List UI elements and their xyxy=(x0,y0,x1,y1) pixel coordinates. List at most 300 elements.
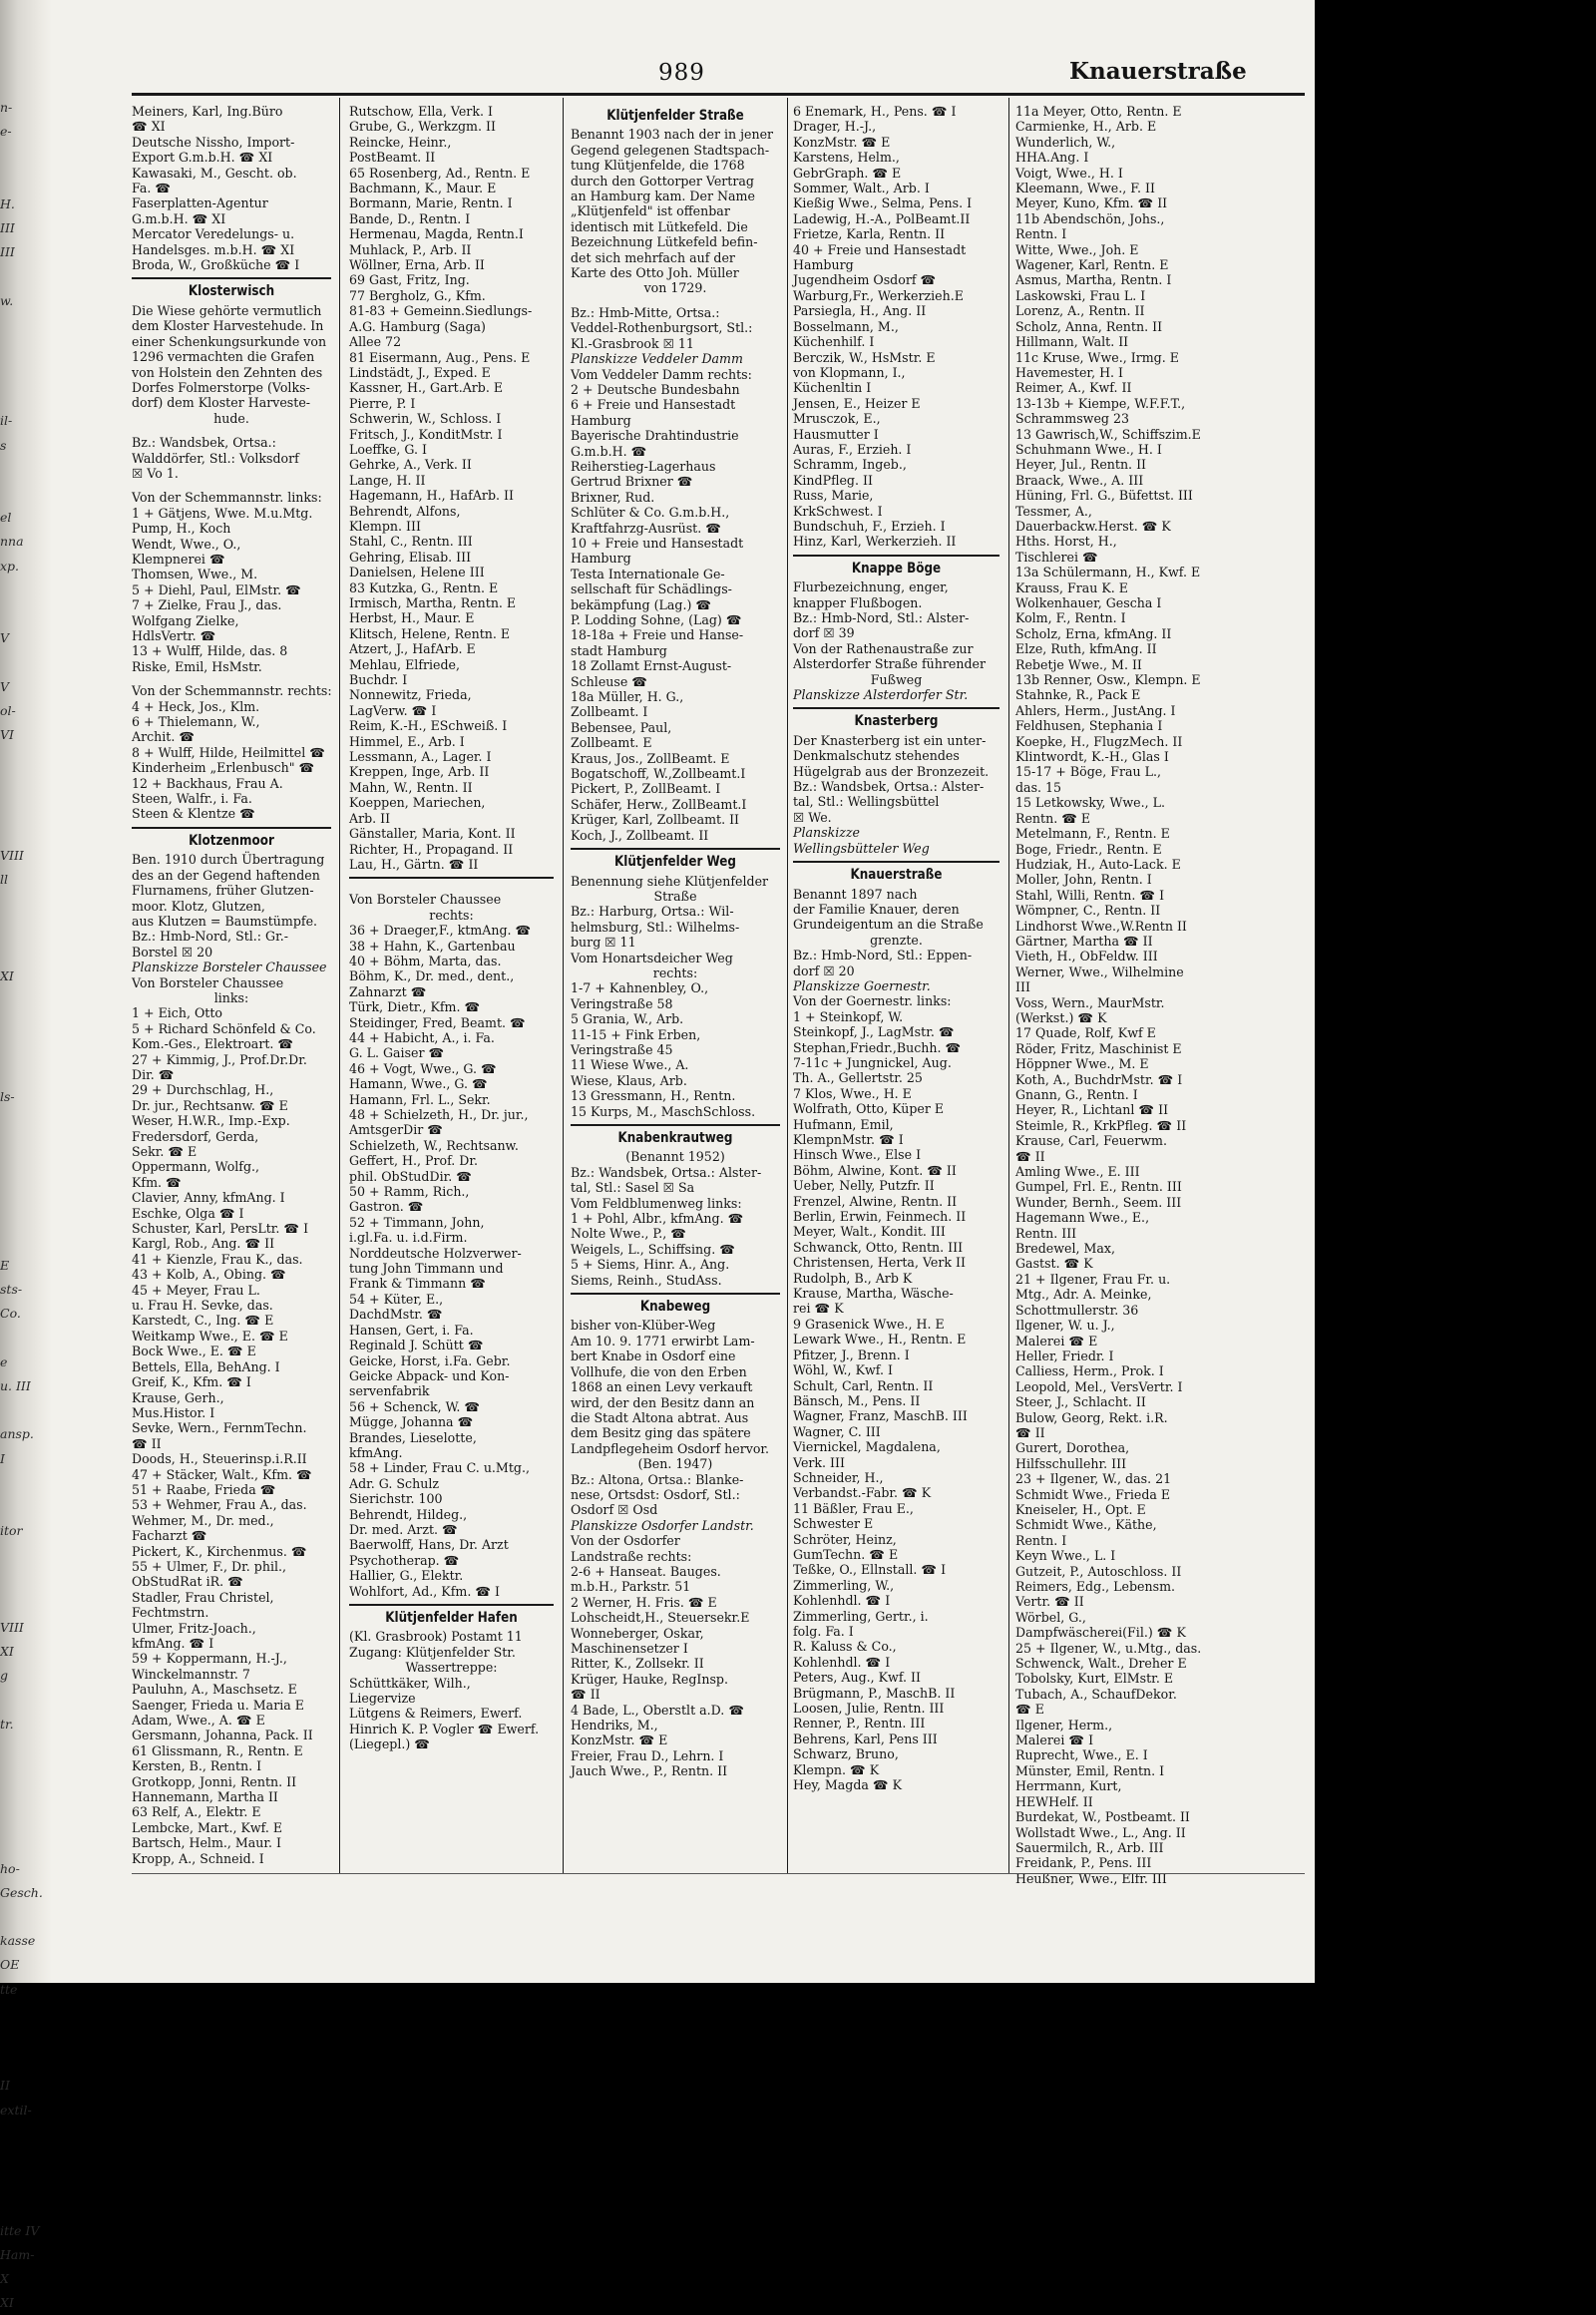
entry-line: Wiese, Klaus, Arb. xyxy=(571,1072,687,1088)
bleed-text xyxy=(0,458,50,482)
bleed-text: g xyxy=(0,1668,9,1684)
entry-line: 55 + Ulmer, F., Dr. phil., xyxy=(132,1558,287,1574)
entry-line: Fußweg xyxy=(870,671,923,687)
entry-line: Kießig Wwe., Selma, Pens. I xyxy=(793,195,973,211)
bleed-text: il- xyxy=(0,413,13,429)
entry-line: Tubach, A., SchaufDekor. xyxy=(1015,1686,1177,1702)
bleed-text: el xyxy=(0,510,12,526)
bleed-text: V xyxy=(0,630,10,646)
entry-line: Kargl, Rob., Ang. ☎ II xyxy=(132,1236,275,1252)
entry-line: Hallier, G., Elektr. xyxy=(349,1568,464,1584)
entry-line: Berczik, W., HsMstr. E xyxy=(793,349,936,365)
entry-line: Ruprecht, Wwe., E. I xyxy=(1015,1747,1148,1763)
bleed-text: E xyxy=(0,1258,10,1273)
bleed-text: XI xyxy=(0,1644,14,1659)
entry-line: KonzMstr. ☎ E xyxy=(571,1733,668,1748)
entry-line: 51 + Raabe, Frieda ☎ xyxy=(132,1481,276,1497)
spacer xyxy=(571,296,780,305)
entry-line: Malerei ☎ I xyxy=(1015,1733,1094,1748)
entry-line: kfmAng. ☎ I xyxy=(132,1636,214,1651)
entry-line: Wolkenhauer, Gescha I xyxy=(1015,595,1162,610)
entry-line: 4 + Heck, Jos., Klm. xyxy=(132,698,260,714)
entry-line: Wonneberger, Oskar, xyxy=(571,1625,704,1641)
entry-line: Dorfes Folmerstorpe (Volks- xyxy=(132,379,310,395)
entry-line: dorf) dem Kloster Harveste- xyxy=(132,395,311,411)
section-rule xyxy=(132,277,331,279)
bleed-text xyxy=(0,1905,50,1929)
entry-line: 21 + Ilgener, Frau Fr. u. xyxy=(1015,1271,1171,1287)
entry-line: ☎ II xyxy=(571,1687,600,1703)
bleed-text: Gesch. xyxy=(0,1884,43,1900)
entry-line: Am 10. 9. 1771 erwirbt Lam- xyxy=(571,1333,755,1349)
entry-line: Mehlau, Elfriede, xyxy=(349,656,461,672)
entry-line: Dir. ☎ xyxy=(132,1066,175,1082)
entry-line: Psychotherap. ☎ xyxy=(349,1552,460,1568)
entry-line: Klitsch, Helene, Rentn. E xyxy=(349,625,511,641)
entry-line: Landpflegeheim Osdorf hervor. xyxy=(571,1440,770,1456)
entry-line: Lorenz, A., Rentn. II xyxy=(1015,303,1145,319)
entry-line: G.m.b.H. ☎ XI xyxy=(132,210,226,226)
entry-line: 1 + Eich, Otto xyxy=(132,1005,222,1021)
entry-line: Bundschuh, F., Erzieh. I xyxy=(793,518,946,534)
section-rule xyxy=(571,1124,780,1126)
bleed-text xyxy=(0,1592,50,1616)
column-2 xyxy=(349,104,554,1869)
entry-line: Karstens, Helm., xyxy=(793,150,900,166)
entry-line: 17 Quade, Rolf, Kwf E xyxy=(1015,1025,1156,1041)
entry-line: 5 Grania, W., Arb. xyxy=(571,1011,684,1027)
entry-line: Türk, Dietr., Kfm. ☎ xyxy=(349,999,481,1015)
entry-line: 8 + Wulff, Hilde, Heilmittel ☎ xyxy=(132,744,325,760)
entry-line: ObStudRat iR. ☎ xyxy=(132,1574,243,1590)
bleed-text xyxy=(0,1567,50,1591)
section-rule xyxy=(349,1604,554,1606)
entry-line: Wöhl, W., Kwf. I xyxy=(793,1362,893,1378)
entry-line: KonzMstr. ☎ E xyxy=(793,134,891,150)
entry-line: Braack, Wwe., A. III xyxy=(1015,472,1144,488)
entry-line: Von der Osdorfer xyxy=(571,1533,680,1549)
section-rule xyxy=(132,827,331,829)
entry-line: Höppner Wwe., M. E xyxy=(1015,1056,1149,1072)
entry-line: Feldhusen, Stephania I xyxy=(1015,718,1163,734)
entry-line: 63 Relf, A., Elektr. E xyxy=(132,1804,261,1820)
entry-line: GebrGraph. ☎ E xyxy=(793,165,902,181)
entry-line: Walddörfer, Stl.: Volksdorf xyxy=(132,450,299,466)
entry-line: Bz.: Altona, Ortsa.: Blanke- xyxy=(571,1471,744,1487)
entry-line: 69 Gast, Fritz, Ing. xyxy=(349,272,470,288)
entry-line: Gänstaller, Maria, Kont. II xyxy=(349,826,516,842)
entry-line: Schramm, Ingeb., xyxy=(793,457,907,473)
footer-rule xyxy=(132,1873,1305,1874)
entry-line: Schüttkäker, Wilh., xyxy=(349,1675,471,1691)
entry-line: wird, der den Besitz dann an xyxy=(571,1394,755,1410)
bleed-text xyxy=(0,1061,50,1085)
entry-line: Gärtner, Martha ☎ II xyxy=(1015,933,1153,949)
column-3 xyxy=(571,104,780,1869)
entry-line: 54 + Küter, E., xyxy=(349,1291,444,1307)
entry-line: Meyer, Walt., Kondit. III xyxy=(793,1224,946,1240)
entry-line: Frietze, Karla, Rentn. II xyxy=(793,226,946,242)
entry-line: durch den Gottorper Vertrag xyxy=(571,173,754,189)
spacer xyxy=(349,883,554,892)
entry-line: HdlsVertr. ☎ xyxy=(132,628,216,643)
entry-line: Clavier, Anny, kfmAng. I xyxy=(132,1190,285,1206)
entry-line: 13 Gawrisch,W., Schiffszim.E xyxy=(1015,426,1201,442)
bleed-text: OE xyxy=(0,1957,20,1973)
entry-line: HHA.Ang. I xyxy=(1015,150,1089,166)
entry-line: Zimmerling, Gertr., i. xyxy=(793,1608,929,1624)
bleed-text xyxy=(0,1109,50,1133)
bleed-text: V xyxy=(0,678,10,694)
entry-line: Koch, J., Zollbeamt. II xyxy=(571,827,709,843)
entry-line: 52 + Timmann, John, xyxy=(349,1214,485,1230)
entry-line: Bz.: Harburg, Ortsa.: Wil- xyxy=(571,904,734,920)
section-rule xyxy=(571,848,780,850)
entry-line: Testa Internationale Ge- xyxy=(571,566,725,581)
entry-line: Geffert, H., Prof. Dr. xyxy=(349,1153,479,1169)
entry-line: Siems, Reinh., StudAss. xyxy=(571,1272,722,1288)
entry-line: Hendriks, M., xyxy=(571,1718,658,1734)
entry-line: Hey, Magda ☎ K xyxy=(793,1777,903,1793)
entry-line: Bz.: Wandsbek, Ortsa.: xyxy=(132,435,276,451)
entry-line: der Familie Knauer, deren xyxy=(793,901,960,917)
entry-line: Wolfrath, Otto, Küper E xyxy=(793,1101,945,1117)
entry-line: Calliess, Herm., Prok. I xyxy=(1015,1363,1164,1379)
entry-line: identisch mit Lütkefeld. Die xyxy=(571,218,748,234)
entry-line: Meyer, Kuno, Kfm. ☎ II xyxy=(1015,195,1168,211)
entry-line: 18 Zollamt Ernst-August- xyxy=(571,658,732,674)
entry-line: Deutsche Nissho, Import- xyxy=(132,134,295,150)
entry-line: Schlüter & Co. G.m.b.H., xyxy=(571,505,730,521)
bleed-text xyxy=(0,2194,50,2218)
bleed-text xyxy=(0,1736,50,1760)
entry-line: 1868 an einen Levy verkauft xyxy=(571,1379,753,1395)
entry-line: (Kl. Grasbrook) Postamt 11 xyxy=(349,1629,523,1645)
entry-line: Ulmer, Fritz-Joach., xyxy=(132,1620,256,1636)
entry-line: Klempn. ☎ K xyxy=(793,1761,880,1777)
entry-line: Vieth, H., ObFeldw. III xyxy=(1015,949,1158,965)
bleed-text xyxy=(0,1230,50,1254)
entry-line: dem Kloster Harvestehude. In xyxy=(132,318,324,334)
entry-line: Sommer, Walt., Arb. I xyxy=(793,181,930,196)
entry-line: Richter, H., Propagand. II xyxy=(349,841,514,857)
section-rule xyxy=(349,877,554,879)
bleed-text: ho- xyxy=(0,1860,20,1876)
entry-line: KlempnMstr. ☎ I xyxy=(793,1132,904,1147)
entry-line: Grundeigentum an die Straße xyxy=(793,917,984,933)
entry-line: Reimer, A., Kwf. II xyxy=(1015,380,1132,396)
entry-line: Burdekat, W., Postbeamt. II xyxy=(1015,1809,1190,1825)
column-5 xyxy=(1015,104,1227,1886)
entry-line: Koeppen, Mariechen, xyxy=(349,795,486,811)
entry-line: grenzte. xyxy=(870,932,923,948)
bleed-text: X xyxy=(0,2270,9,2286)
bleed-text: VI xyxy=(0,726,14,742)
entry-line: 12 + Backhaus, Frau A. xyxy=(132,775,283,791)
bleed-text xyxy=(0,1206,50,1230)
entry-line: Gersmann, Johanna, Pack. II xyxy=(132,1728,313,1743)
entry-line: Bogatschoff, W.,Zollbeamt.I xyxy=(571,766,746,782)
entry-line: Schottmullerstr. 36 xyxy=(1015,1302,1139,1318)
entry-line: Schwerin, W., Schloss. I xyxy=(349,411,502,427)
bleed-text xyxy=(0,1495,50,1519)
bleed-text xyxy=(0,2122,50,2146)
entry-line: Wollstadt Wwe., L., Ang. II xyxy=(1015,1824,1186,1840)
entry-line: Wagener, Karl, Rentn. E xyxy=(1015,257,1169,273)
bleed-text: III xyxy=(0,244,15,260)
bleed-text: I xyxy=(0,1450,5,1466)
entry-line: 43 + Kolb, A., Obing. ☎ xyxy=(132,1267,286,1283)
entry-line: Loosen, Julie, Rentn. III xyxy=(793,1701,945,1717)
entry-line: Hamburg xyxy=(571,412,631,428)
entry-line: 44 + Habicht, A., i. Fa. xyxy=(349,1029,495,1045)
bleed-text: u. III xyxy=(0,1377,31,1393)
entry-line: Bz.: Wandsbek, Ortsa.: Alster- xyxy=(793,779,985,795)
bleed-text: ls- xyxy=(0,1088,15,1104)
entry-line: Pauluhn, A., Maschsetz. E xyxy=(132,1682,297,1698)
entry-line: Zollbeamt. E xyxy=(571,735,652,751)
entry-line: Behrens, Karl, Pens III xyxy=(793,1731,938,1746)
entry-line: 27 + Kimmig, J., Prof.Dr.Dr. xyxy=(132,1051,307,1067)
entry-line: Weigels, L., Schiffsing. ☎ xyxy=(571,1241,735,1257)
entry-line: Nonnewitz, Frieda, xyxy=(349,687,472,703)
entry-line: Archit. ☎ xyxy=(132,729,196,745)
bleed-text xyxy=(0,1012,50,1036)
entry-line: G.m.b.H. ☎ xyxy=(571,443,647,459)
entry-line: 10 + Freie und Hansestadt xyxy=(571,535,744,551)
entry-line: Gegend gelegenen Stadtspach- xyxy=(571,142,770,158)
bleed-text xyxy=(0,1133,50,1157)
bleed-text: w. xyxy=(0,292,14,308)
entry-line: Baerwolff, Hans, Dr. Arzt xyxy=(349,1537,509,1553)
entry-line: 15-17 + Böge, Frau L., xyxy=(1015,764,1161,780)
entry-line: 81 Eisermann, Aug., Pens. E xyxy=(349,349,531,365)
entry-line: 13 + Wulff, Hilde, das. 8 xyxy=(132,643,288,659)
entry-line: Steidinger, Fred, Beamt. ☎ xyxy=(349,1014,526,1030)
entry-line: tung John Timmann und xyxy=(349,1261,504,1277)
entry-line: Schleuse ☎ xyxy=(571,673,647,689)
entry-line: Schmidt Wwe., Frieda E xyxy=(1015,1486,1171,1502)
entry-line: 15 Kurps, M., MaschSchloss. xyxy=(571,1103,756,1119)
bleed-text: itte IV xyxy=(0,2222,40,2238)
bleed-text xyxy=(0,2170,50,2194)
entry-line: Landstraße rechts: xyxy=(571,1548,692,1564)
bleed-text xyxy=(0,1543,50,1567)
entry-line: Von der Schemmannstr. links: xyxy=(132,490,322,506)
column-divider xyxy=(339,98,340,1873)
entry-line: Rebetje Wwe., M. II xyxy=(1015,656,1142,672)
entry-line: Zimmerling, W., xyxy=(793,1577,895,1593)
entry-line: Werner, Wwe., Wilhelmine xyxy=(1015,964,1184,979)
map-reference: Planskizze Osdorfer Landstr. xyxy=(571,1517,754,1533)
entry-line: Allee 72 xyxy=(349,334,402,350)
bleed-text xyxy=(0,337,50,361)
bleed-text xyxy=(0,579,50,602)
entry-line: Hannemann, Martha II xyxy=(132,1789,278,1805)
entry-line: servenfabrik xyxy=(349,1383,430,1399)
entry-line: Adr. G. Schulz xyxy=(349,1475,439,1491)
entry-line: Karstedt, C., Ing. ☎ E xyxy=(132,1313,274,1329)
entry-line: Renner, P., Rentn. III xyxy=(793,1716,926,1732)
entry-line: Kolm, F., Rentn. I xyxy=(1015,610,1126,626)
entry-line: Gastst. ☎ K xyxy=(1015,1256,1093,1272)
street-heading: Klosterwisch xyxy=(188,282,275,300)
entry-line: Veddel-Rothenburgsort, Stl.: xyxy=(571,320,753,336)
entry-line: Grotkopp, Jonni, Rentn. II xyxy=(132,1773,297,1789)
entry-line: Zahnarzt ☎ xyxy=(349,983,427,999)
bleed-text xyxy=(0,988,50,1012)
entry-line: Buchdr. I xyxy=(349,672,408,688)
bleed-text: Ham- xyxy=(0,2246,35,2262)
entry-line: 1 + Pohl, Albr., kfmAng. ☎ xyxy=(571,1211,744,1227)
entry-line: tung Klütjenfelde, die 1768 xyxy=(571,158,745,174)
column-divider xyxy=(787,98,788,1873)
entry-line: 48 + Schielzeth, H., Dr. jur., xyxy=(349,1107,529,1122)
entry-line: Wehmer, M., Dr. med., xyxy=(132,1512,274,1528)
bleed-text: kasse xyxy=(0,1933,36,1949)
entry-line: nese, Ortsdst: Osdorf, Stl.: xyxy=(571,1486,740,1502)
entry-line: bisher von-Klüber-Weg xyxy=(571,1318,716,1334)
entry-line: Wöllner, Erna, Arb. II xyxy=(349,257,485,273)
header-rule xyxy=(132,93,1305,96)
entry-line: Bezeichnung Lütkefeld befin- xyxy=(571,234,758,250)
entry-line: 5 + Siems, Hinr. A., Ang. xyxy=(571,1257,730,1273)
bleed-text xyxy=(0,795,50,819)
entry-line: Vertr. ☎ II xyxy=(1015,1594,1084,1610)
entry-line: 46 + Vogt, Wwe., G. ☎ xyxy=(349,1060,497,1076)
bleed-text xyxy=(0,1688,50,1712)
entry-line: ☎ E xyxy=(1015,1702,1044,1718)
bleed-text: xp. xyxy=(0,558,20,574)
entry-line: Bosselmann, M., xyxy=(793,318,899,334)
entry-line: Klempnerei ☎ xyxy=(132,551,225,567)
entry-line: Wohlfort, Ad., Kfm. ☎ I xyxy=(349,1583,500,1599)
section-rule xyxy=(793,555,999,557)
entry-line: Jauch Wwe., P., Rentn. II xyxy=(571,1763,728,1779)
entry-line: Küchenltin I xyxy=(793,380,872,396)
entry-line: Schmidt Wwe., Käthe, xyxy=(1015,1517,1157,1533)
entry-line: 45 + Meyer, Frau L. xyxy=(132,1282,260,1298)
bleed-text xyxy=(0,264,50,288)
bleed-text: tte xyxy=(0,1981,18,1997)
entry-line: Schwester E xyxy=(793,1516,874,1532)
entry-line: 1-7 + Kahnenbley, O., xyxy=(571,980,709,996)
entry-line: Schwarz, Bruno, xyxy=(793,1746,899,1762)
entry-line: u. Frau H. Sevke, das. xyxy=(132,1298,273,1314)
entry-line: Heußner, Wwe., Elfr. III xyxy=(1015,1870,1167,1886)
entry-line: Wunderlich, W., xyxy=(1015,134,1116,150)
entry-line: 11 Wiese Wwe., A. xyxy=(571,1057,689,1073)
entry-line: Brügmann, P., MaschB. II xyxy=(793,1685,956,1701)
entry-line: Warburg,Fr., Werkerzieh.E xyxy=(793,287,964,303)
entry-line: Parsiegla, H., Ang. II xyxy=(793,303,927,319)
entry-line: Schuster, Karl, PersLtr. ☎ I xyxy=(132,1221,309,1237)
entry-line: Asmus, Martha, Rentn. I xyxy=(1015,272,1172,288)
entry-line: 6 Enemark, H., Pens. ☎ I xyxy=(793,104,957,119)
entry-line: Rutschow, Ella, Verk. I xyxy=(349,104,493,119)
entry-line: Dr. jur., Rechtsanw. ☎ E xyxy=(132,1097,288,1113)
entry-line: 65 Rosenberg, Ad., Rentn. E xyxy=(349,165,531,181)
entry-line: Hinrich K. P. Vogler ☎ Ewerf. xyxy=(349,1721,540,1736)
entry-line: Straße xyxy=(653,888,697,904)
entry-line: 4 Bade, L., Oberstlt a.D. ☎ xyxy=(571,1702,745,1718)
bleed-text xyxy=(0,2146,50,2170)
map-reference: Wellingsbütteler Weg xyxy=(793,840,930,856)
entry-line: Hillmann, Walt. II xyxy=(1015,334,1129,350)
entry-line: Lohscheidt,H., Steuersekr.E xyxy=(571,1610,750,1626)
entry-line: Bulow, Georg, Rekt. i.R. xyxy=(1015,1409,1168,1425)
entry-line: Vom Honartsdeicher Weg xyxy=(571,950,733,965)
entry-line: Borstel ☒ 20 xyxy=(132,944,213,960)
map-reference: Planskizze Veddeler Damm xyxy=(571,351,743,367)
entry-line: Amling Wwe., E. III xyxy=(1015,1164,1140,1180)
entry-line: tal, Stl.: Wellingsbüttel xyxy=(793,794,940,810)
entry-line: Mrusczok, E., xyxy=(793,411,881,427)
entry-line: R. Kaluss & Co., xyxy=(793,1639,897,1655)
section-rule xyxy=(793,707,999,709)
entry-line: Hudziak, H., Auto-Lack. E xyxy=(1015,856,1181,872)
bleed-text xyxy=(0,361,50,385)
bleed-text xyxy=(0,892,50,916)
entry-line: Fritsch, J., KonditMstr. I xyxy=(349,426,503,442)
entry-line: Hamburg xyxy=(793,257,854,273)
column-divider xyxy=(563,98,564,1873)
entry-line: (Benannt 1952) xyxy=(625,1149,725,1165)
entry-line: Viernickel, Magdalena, xyxy=(793,1439,941,1455)
entry-line: HEWHelf. II xyxy=(1015,1793,1093,1809)
entry-line: Oppermann, Wolfg., xyxy=(132,1159,260,1175)
entry-line: Eschke, Olga ☎ I xyxy=(132,1205,244,1221)
entry-line: 1296 vermachten die Grafen xyxy=(132,349,315,365)
entry-line: Nolte Wwe., P., ☎ xyxy=(571,1226,686,1242)
entry-line: Irmisch, Martha, Rentn. E xyxy=(349,595,517,610)
entry-line: Stephan,Friedr.,Buchh. ☎ xyxy=(793,1039,962,1055)
entry-line: Lewark Wwe., H., Rentn. E xyxy=(793,1332,967,1348)
entry-line: Bormann, Marie, Rentn. I xyxy=(349,195,513,211)
entry-line: 18-18a + Freie und Hanse- xyxy=(571,627,744,643)
entry-line: Stahl, C., Rentn. III xyxy=(349,534,473,550)
map-reference: Planskizze Borsteler Chaussee xyxy=(132,960,327,975)
entry-line: Scholz, Erna, kfmAng. II xyxy=(1015,625,1172,641)
entry-line: Hufmann, Emil, xyxy=(793,1116,894,1132)
entry-line: Brandes, Lieselotte, xyxy=(349,1429,477,1445)
entry-line: Bz.: Hmb-Nord, Stl.: Alster- xyxy=(793,610,970,625)
bleed-text xyxy=(0,916,50,940)
entry-line: Kawasaki, M., Gescht. ob. xyxy=(132,165,297,181)
entry-line: 25 + Ilgener, W., u.Mtg., das. xyxy=(1015,1640,1202,1656)
entry-line: das. 15 xyxy=(1015,779,1062,795)
entry-line: Hamann, Frl. L., Sekr. xyxy=(349,1091,491,1107)
entry-line: Kfm. ☎ xyxy=(132,1174,182,1190)
entry-line: det sich mehrfach auf der xyxy=(571,249,735,265)
entry-line: Krüger, Hauke, RegInsp. xyxy=(571,1671,728,1687)
entry-line: Hüning, Frl. G., Büfettst. III xyxy=(1015,488,1193,504)
entry-line: 2 + Deutsche Bundesbahn xyxy=(571,381,740,397)
entry-line: Rentn. ☎ E xyxy=(1015,810,1091,826)
entry-line: Mus.Histor. I xyxy=(132,1404,215,1420)
entry-line: 61 Glissmann, R., Rentn. E xyxy=(132,1742,303,1758)
entry-line: Winckelmannstr. 7 xyxy=(132,1666,250,1682)
bleed-text: s xyxy=(0,437,7,453)
entry-line: Dauerbackw.Herst. ☎ K xyxy=(1015,518,1171,534)
entry-line: Schwenck, Walt., Dreher E xyxy=(1015,1656,1187,1672)
entry-line: Geicke Abpack- und Kon- xyxy=(349,1367,510,1383)
entry-line: Benennung siehe Klütjenfelder xyxy=(571,873,769,889)
bleed-text xyxy=(0,2002,50,2026)
entry-line: Von Borsteler Chaussee xyxy=(349,892,502,908)
bleed-text: II xyxy=(0,2078,10,2094)
section-rule xyxy=(571,1293,780,1295)
